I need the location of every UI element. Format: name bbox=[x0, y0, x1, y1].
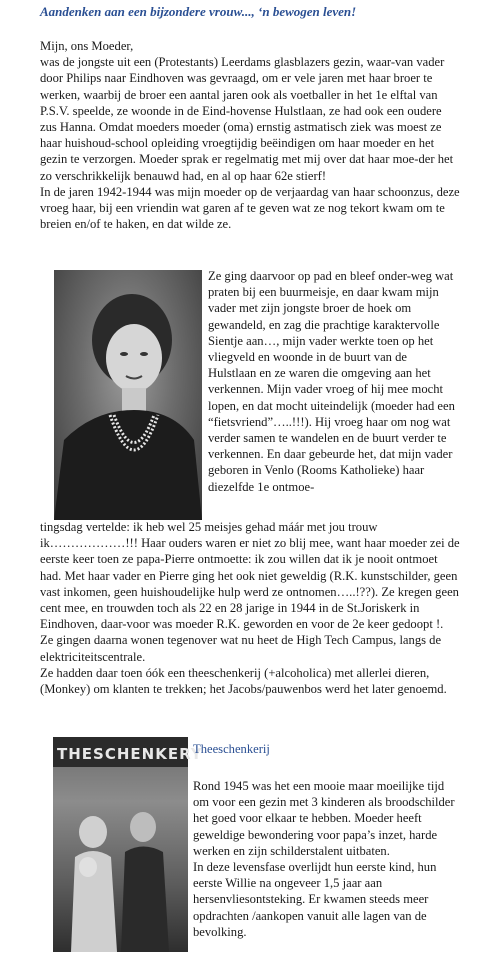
continuation-text-3: Ze hadden daar toen óók een theeschenkerij (+alcoholica) met allerlei dieren, (Monkey) om klanten te trekken; het Jacobs/pauwenbos werd het later genoemd. bbox=[40, 665, 447, 697]
page-title: Aandenken aan een bijzondere vrouw..., ‘n bewogen leven! bbox=[40, 4, 357, 19]
portrait-photo bbox=[54, 270, 202, 520]
text-column-2 bbox=[193, 778, 463, 940]
intro-section bbox=[40, 38, 460, 232]
section-2-text: Rond 1945 was het een mooie maar moeilijke tijd om voor een gezin met 3 kinderen als broodschilder het goed voor elkaar te hebben. Moeder heeft geweldige bewondering voor papa’s inzet, harde werken en zijn schilderstalent uitbaten. bbox=[193, 779, 455, 858]
section-2-text-2: In deze levensfase overlijdt hun eerste kind, hun eerste Willie na ongeveer 1,5 jaar aan hersenvliesontsteking. Er kwamen steeds meer opdrachten /aankopen vanuit alle lagen van de bevolking. bbox=[193, 860, 437, 939]
theeschenkerij-photo bbox=[53, 737, 203, 952]
text-column-1 bbox=[208, 268, 458, 495]
continuation-text: tingsdag vertelde: ik heb wel 25 meisjes gehad máár met jou trouw ik………………!!! Haar ouders waren er niet zo blij mee, want haar moeder zei de eerste keer toen ze papa-Pierre ontmoette: ik zou willen dat ik je nooit ontmoet had. Met haar vader en Pierre ging het ook niet geweldig (R.K. kunstschilder, geen vast inkomen, geen huishoudelijke hulp werd ze ontnomen…..!??). Ze kregen geen cent mee, en trouwden toch als 22 en 28 jarige in 1944 in de St.Joriskerk in Eindhoven, daar-voor was moeder R.K. geworden en voor de 2e keer gedoopt !. bbox=[40, 520, 460, 632]
section-heading: Theeschenkerij bbox=[193, 742, 270, 756]
intro-paragraph-2: In de jaren 1942-1944 was mijn moeder op de verjaardag van haar schoonzus, deze vroeg haar, bij een vriendin wat garen af te geven wat ze nog tekort kwam om te breien en/of te haken, en dat wilde ze. bbox=[40, 184, 460, 232]
continuation-text-2: Ze gingen daarna wonen tegenover wat nu heet de High Tech Campus, langs de elektriciteitscentrale. bbox=[40, 633, 442, 664]
column-1-text: Ze ging daarvoor op pad en bleef onder-weg wat praten bij een buurmeisje, en daar kwam mijn vader met zijn jongste broer de hoek om gewandeld, en zag die prachtige karaktervolle Sientje aan…, mijn vader werkte toen op het vliegveld en woonde in de buurt van de Hulstlaan en ze waren die omgeving aan het verkennen. Mijn vader vroeg of hij mee mocht lopen, en dat mocht uiteindelijk (moeder had een “fietsvriend”…..!!!). Hij vroeg haar om nog wat verder samen te wandelen en de buurt verder te verkennen. En daar gebeurde het, dat mijn vader geboren in Venlo (Rooms Katholieke) haar diezelfde 1e ontmoe- bbox=[208, 269, 455, 494]
photo-sign-text: THESCHENKERY bbox=[57, 745, 203, 763]
continuation-section bbox=[40, 519, 460, 697]
intro-paragraph: was de jongste uit een (Protestants) Leerdams glasblazers gezin, waar-van vader door Philips naar Eindhoven was gevraagd, om er vele jaren met haar broer te werken, waarbij de broer een aantal jaren ook als voetballer in het 1e elftal van P.S.V. speelde, ze woonde in de Eind-hovense Hulstlaan, ze had ook een oudere zus Hanna. Omdat moeders moeder (oma) ernstig astmatisch ziek was moest ze haar huishoud-school opleiding vroegtijdig beëindigen om haar moeder en het gezin te verzorgen. Moeder sprak er regelmatig met mij over dat haar moe-der het zo verschrikkelijk benauwd had, en al op haar 62e stierf! bbox=[40, 55, 454, 183]
greeting: Mijn, ons Moeder, bbox=[40, 39, 134, 53]
